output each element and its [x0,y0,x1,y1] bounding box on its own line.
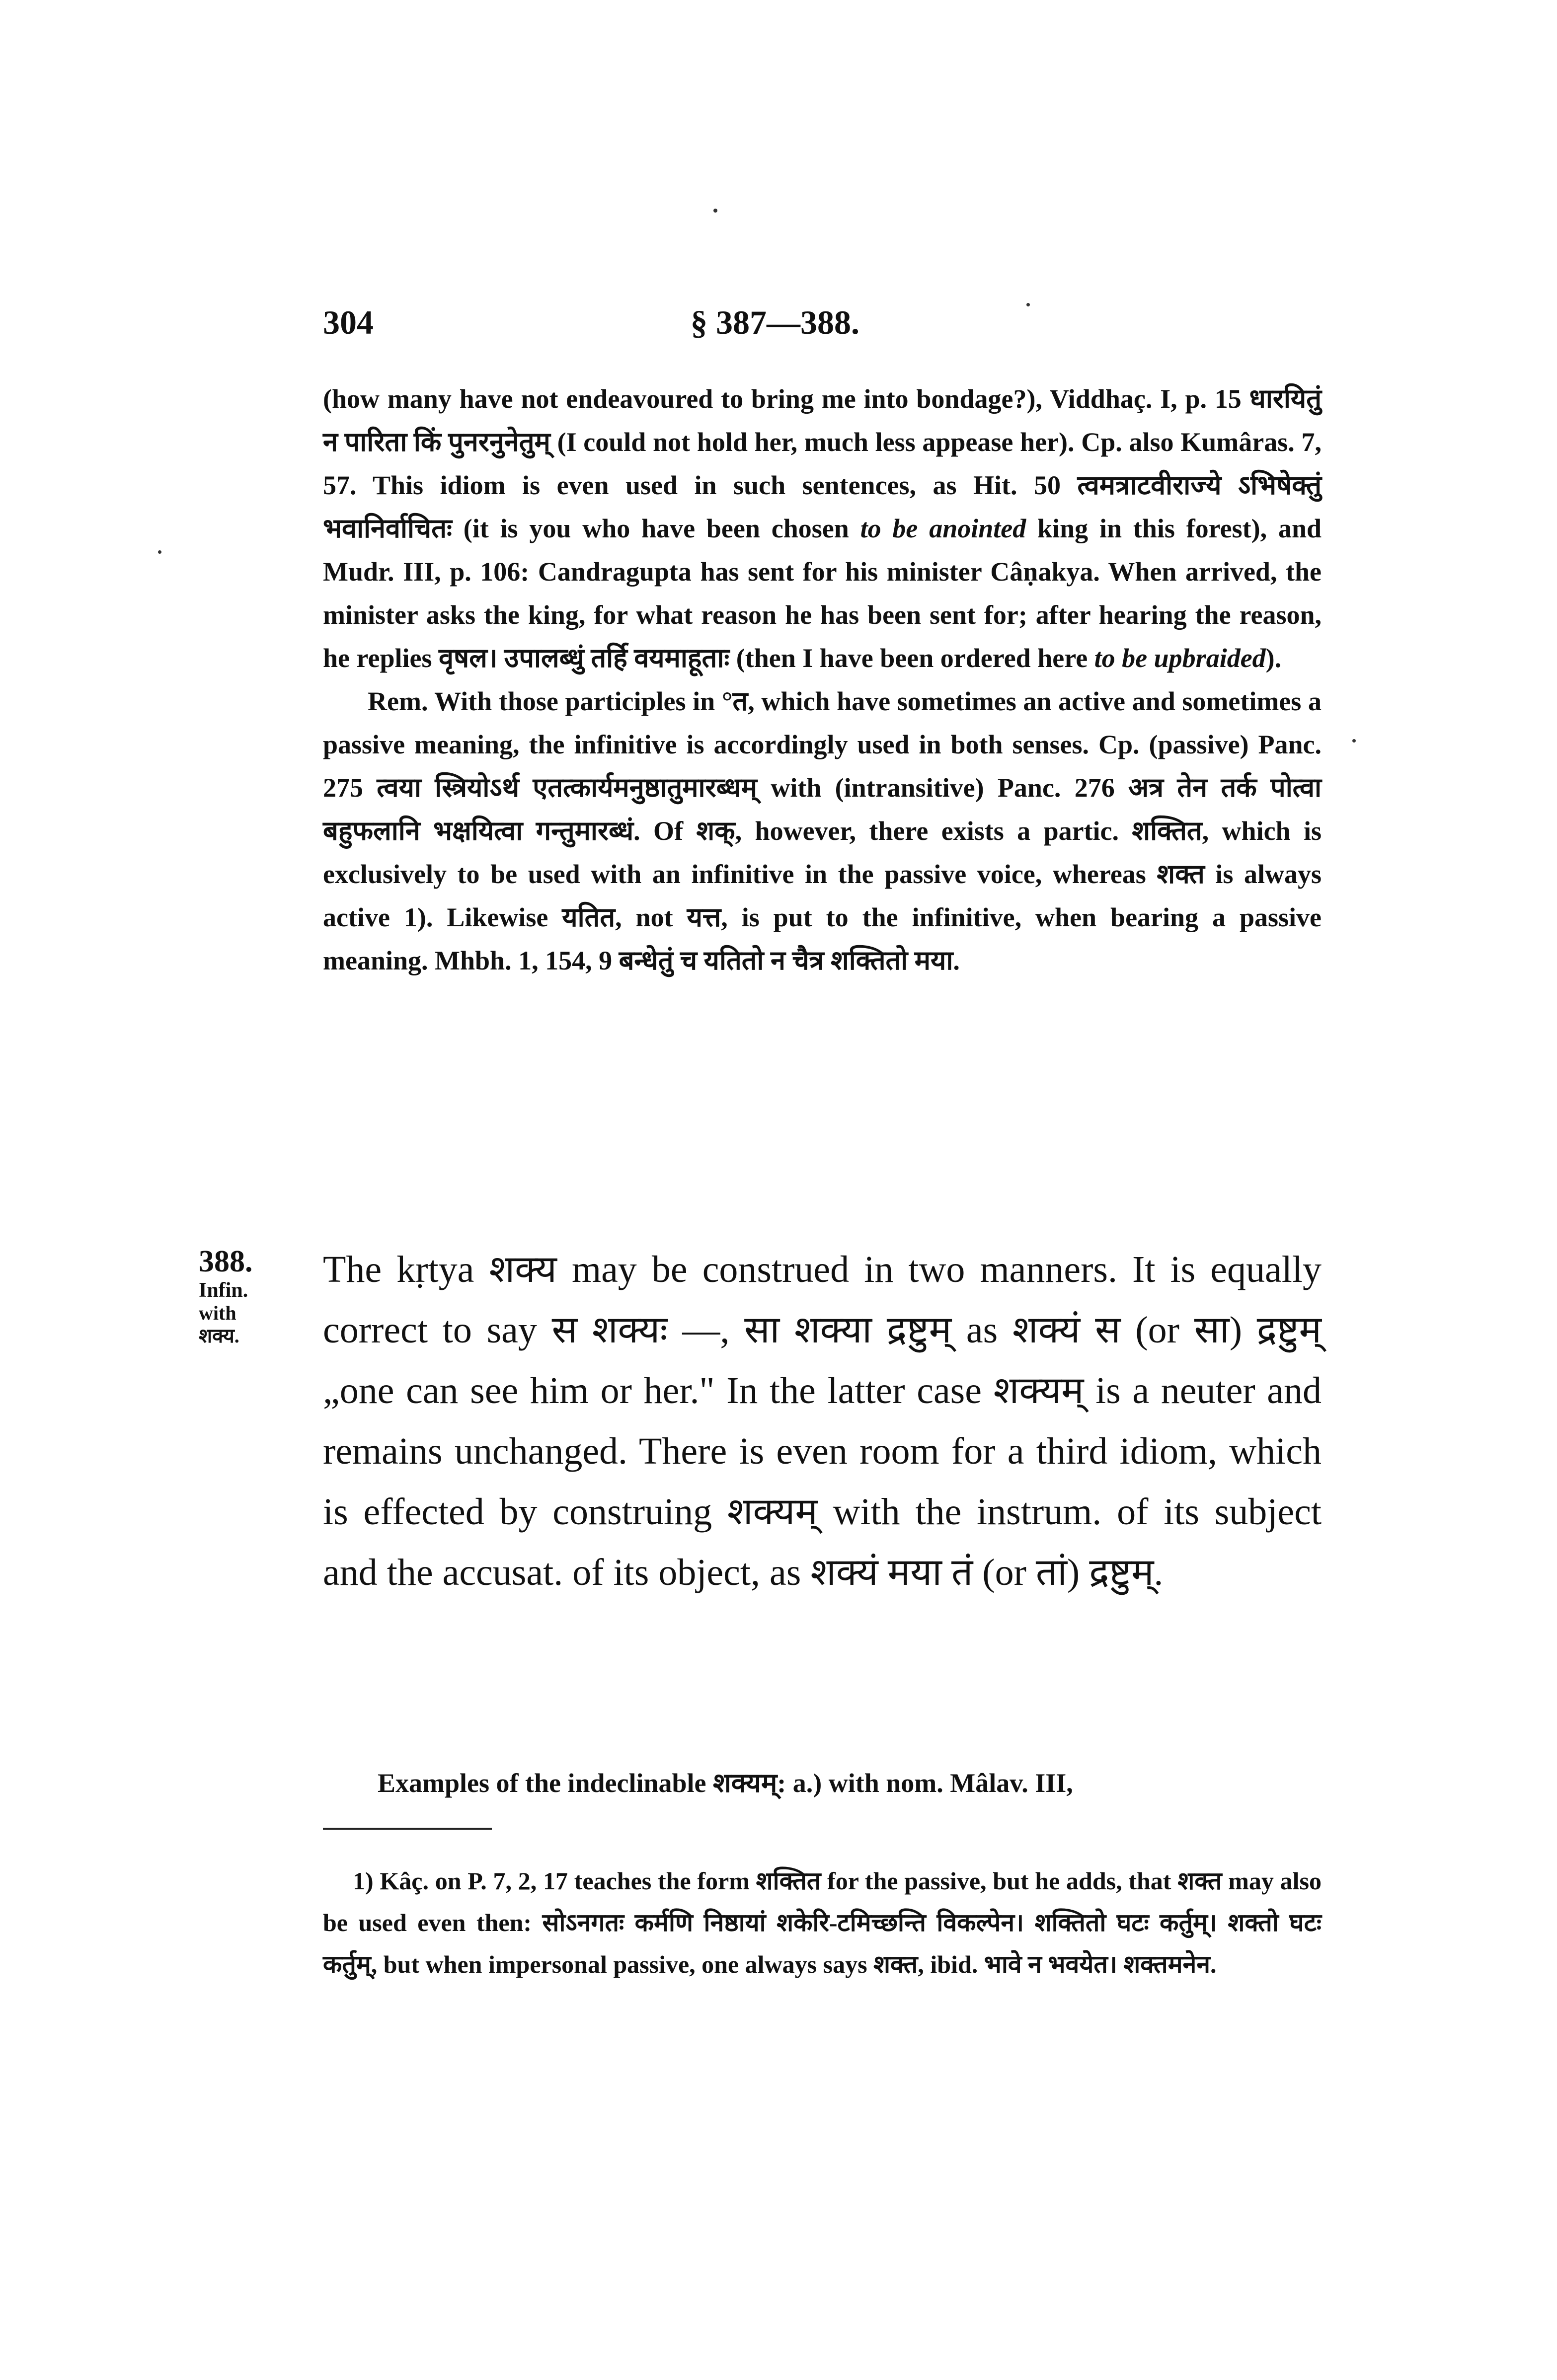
margin-label-sanskrit: शक्य. [199,1325,239,1347]
para-387-italic-2: to be upbraided [1094,643,1266,673]
page-number: 304 [323,303,374,341]
paragraph-388-text: The kṛtya शक्य may be construed in two manners. It is equally correct to say स शक्यः —, सा शक्या द्रष्टुम् as शक्यं स (or सा) द्रष्टुम् „one can see him or her." In the latter case शक्यम् is a neuter and remains unchanged. There is even room for a third idiom, which is effected by construing शक्यम् with the instrum. of its subject and the accusat. of its object, as शक्यं मया तं (or तां) द्रष्टुम्. [323,1249,1322,1593]
examples-line: Examples of the indeclinable शक्यम्: a.) with nom. Mâlav. III, [378,1768,1073,1798]
scan-speck [158,550,161,554]
margin-note [199,1244,313,1347]
para-387-text-3: ). [1265,643,1282,673]
margin-label: Infin. [199,1279,248,1302]
paragraph-387-continuation [323,377,1322,982]
page-header [323,303,1322,348]
footnote-rule [323,1828,492,1830]
para-387-text-1: (how many have not endeavoured to bring me into bondage?), Viddhaç. I, p. 15 धारयितुं न पारिता किं पुनरनुनेतुम् (I could not hold her, much less appease her). Cp. also Kumâras. 7, 57. This idiom is even used in such sentences, as Hit. 50 त्वमत्राटवीराज्ये ऽभिषेक्तुं भवानिर्वाचितः (it is you who have been chosen [323,384,1322,543]
scan-speck [713,209,717,213]
para-387-text-2: king in this forest), and Mudr. III, p. 106: Candragupta has sent for his minister Câṇakya. When arrived, the minister asks the king, for what reason he has been sent for; after hearing the reason, he replies वृषल। उपालब्धुं तर्हि वयमाहूताः (then I have been ordered here [323,514,1322,673]
section-range: § 387—388. [691,303,859,341]
para-387-italic-1: to be anointed [860,514,1026,543]
section-number-388: 388. [199,1245,253,1278]
footnote-text: 1) Kâç. on P. 7, 2, 17 teaches the form शक्तित for the passive, but he adds, that शक्त may also be used even then: सोऽनगतः कर्मणि निष्ठायां शकेरि-टमिच्छन्ति विकल्पेन। शक्तितो घटः कर्तुम्। शक्तो घटः कर्तुम्, but when impersonal passive, one always says शक्त, ibid. भावे न भवयेत। शक्तमनेन. [323,1867,1322,1978]
remark-paragraph: Rem. With those participles in °त, which have sometimes an active and sometimes a passive meaning, the infinitive is accordingly used in both senses. Cp. (passive) Panc. 275 त्वया स्त्रियोऽर्थ एतत्कार्यमनुष्ठातुमारब्धम् with (intransitive) Panc. 276 अत्र तेन तर्क पोत्वा बहुफलानि भक्षयित्वा गन्तुमारब्धं. Of शक्, however, there exists a partic. शक्तित, which is exclusively to be used with an infinitive in the passive voice, whereas शक्त is always active 1). Likewise यतित, not यत्त, is put to the infinitive, when bearing a passive meaning. Mhbh. 1, 154, 9 बन्धेतुं च यतितो न चैत्र शक्तितो मया. [323,686,1322,975]
scan-speck [1352,739,1356,743]
footnote [323,1860,1322,1985]
paragraph-388 [323,1239,1322,1603]
margin-label-with: with [199,1302,236,1324]
